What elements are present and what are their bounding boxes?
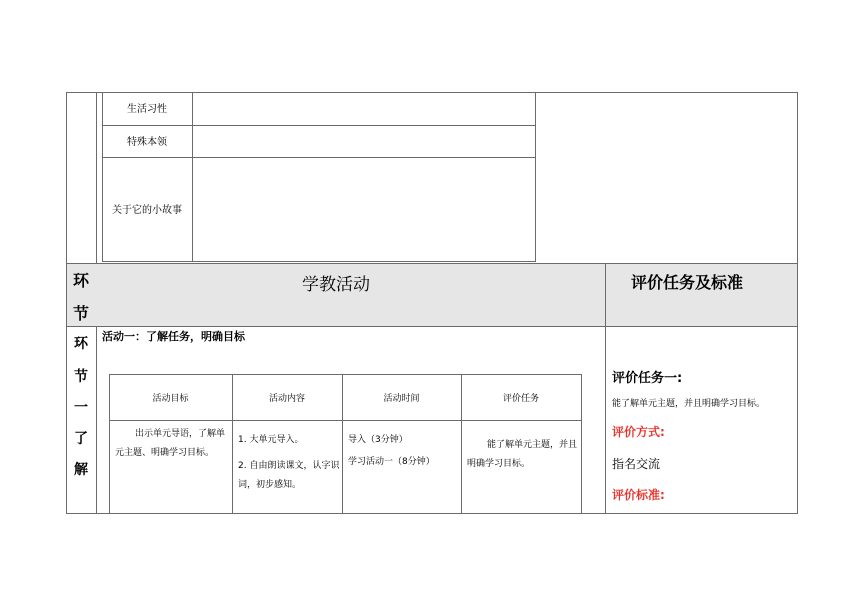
cell-content-item-1: 1. 大单元导入。 [238,435,304,445]
cell-time-item-1: 导入（3分钟） [348,435,408,445]
activity-table-right [581,374,582,514]
section1-char-3: 一 [74,400,88,416]
activity-table-top [109,374,582,375]
section1-char-1: 环 [74,336,88,352]
header-bottom-border [66,326,798,327]
col-header-content: 活动内容 [268,394,305,404]
eval-method-title: 评价方式: [612,425,665,439]
eval-task-title: 评价任务一: [612,371,683,386]
row-label-special-skill: 特殊本领 [127,137,167,148]
header-col1-char-2: 节 [72,304,89,323]
eval-standard-title: 评价标准: [612,488,665,502]
cell-time-item-2: 学习活动一（8分钟） [348,457,435,467]
eval-column-divider [605,263,606,514]
eval-task-text: 能了解单元主题，并且明确学习目标。 [612,399,766,409]
header-evaluation: 评价任务及标准 [630,273,743,292]
activity-table-bottom [109,513,582,514]
row-label-habits: 生活习性 [127,104,167,115]
col-header-goal: 活动目标 [152,394,189,404]
cell-content-item-2: 2. 自由朗读课文，认字识词，初步感知。 [238,461,340,490]
outer-top-border [66,92,798,93]
section1-char-2: 节 [74,369,88,385]
activity-table-header-bottom [109,420,582,421]
inner-table-row-divider-2 [102,157,536,158]
col-header-time: 活动时间 [383,394,420,404]
header-col1-char-1: 环 [72,271,89,290]
header-teaching-activities: 学教活动 [302,275,370,295]
row-label-story: 关于它的小故事 [112,205,182,216]
section1-char-4: 了 [74,431,88,447]
cell-goal: 出示单元导语，了解单元主题、明确学习目标。 [115,429,226,458]
outer-right-border [797,92,798,514]
inner-table-bottom-border [102,261,536,262]
section1-char-5: 解 [74,462,88,478]
cell-eval-task: 能了解单元主题，并且明确学习目标。 [467,440,578,469]
inner-table-col-divider [192,92,193,262]
header-top-border [66,263,798,264]
inner-table-left-border [102,92,103,262]
col-header-eval-task: 评价任务 [502,394,539,404]
eval-method-text: 指名交流 [612,457,661,471]
activity-one-title: 活动一：了解任务，明确目标 [102,330,245,343]
inner-table-row-divider-1 [102,125,536,126]
inner-table-right-border [535,92,536,262]
